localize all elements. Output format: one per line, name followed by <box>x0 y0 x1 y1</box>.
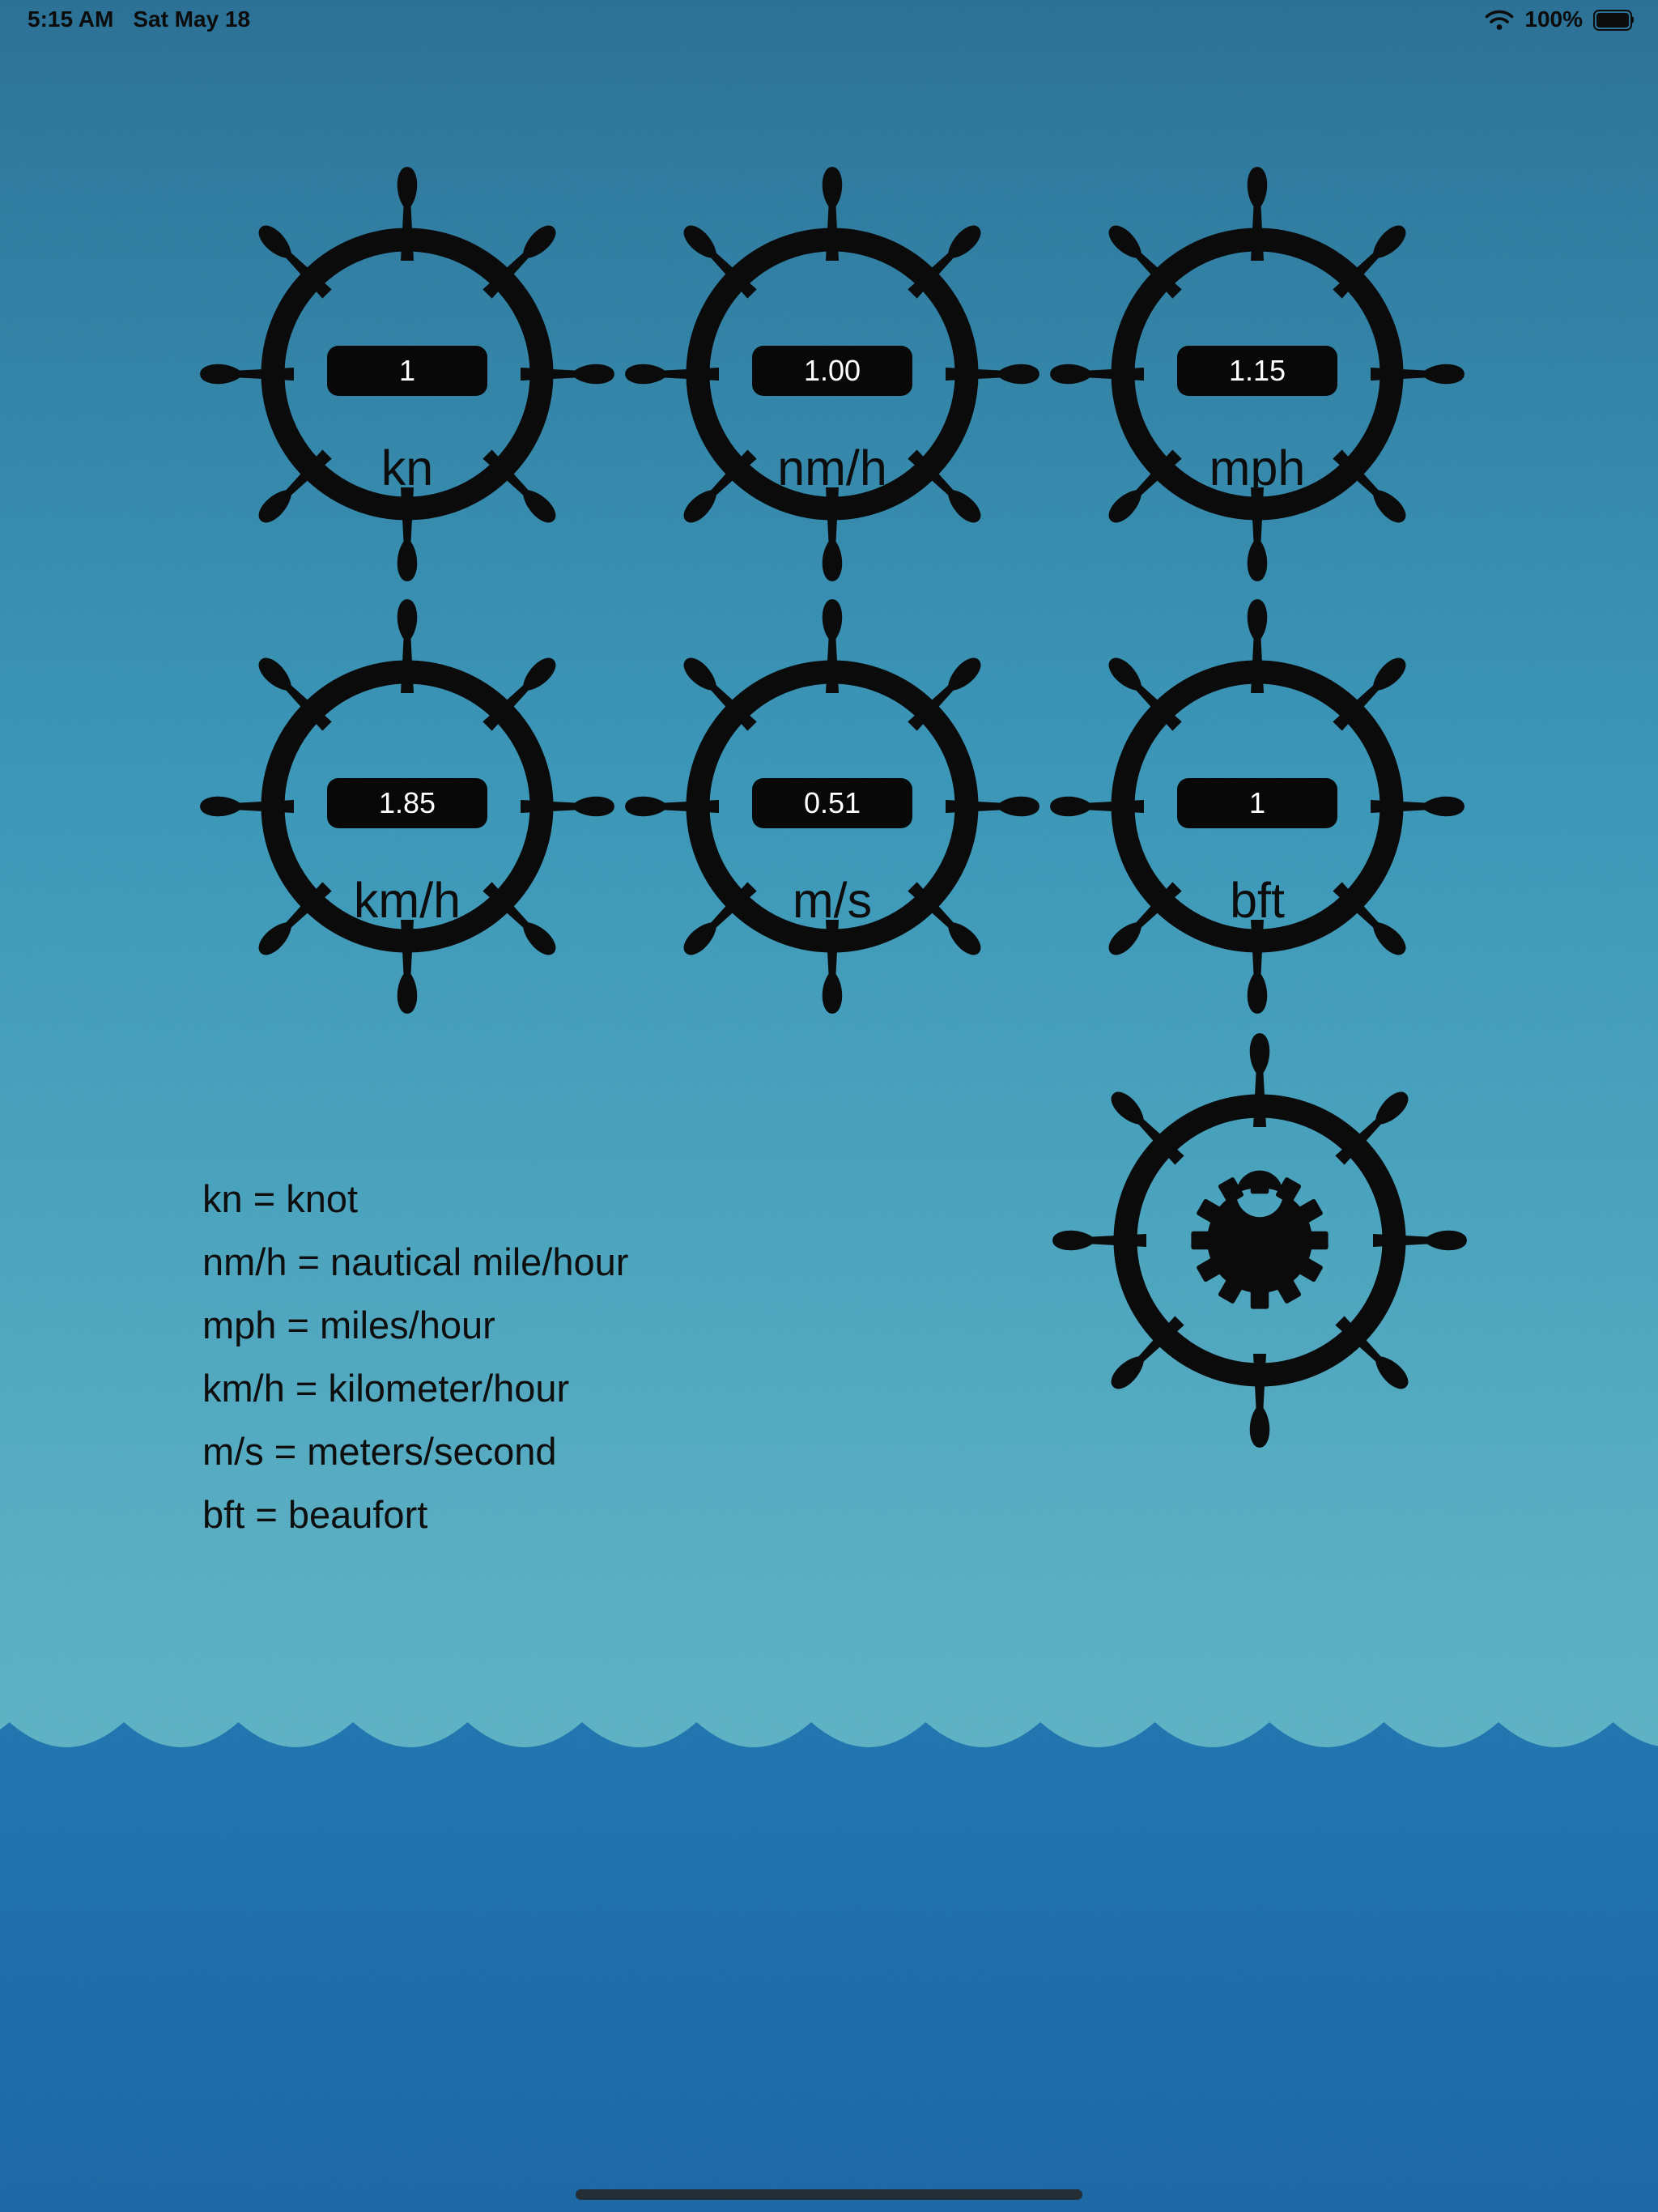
legend-line-mph: mph = miles/hour <box>202 1304 495 1346</box>
battery-percent: 100% <box>1524 6 1583 32</box>
legend-line-bft: bft = beaufort <box>202 1493 428 1536</box>
kmh-value-input[interactable] <box>327 778 487 828</box>
gear-icon <box>1187 1168 1333 1313</box>
sea-background <box>0 1721 1658 2212</box>
settings-wheel-button[interactable] <box>1052 1032 1468 1448</box>
wheel-kn <box>199 166 615 582</box>
status-right <box>1485 6 1634 32</box>
legend-line-kmh: km/h = kilometer/hour <box>202 1367 570 1410</box>
bft-unit-label: bft <box>1230 873 1285 928</box>
ms-value-input[interactable] <box>752 778 912 828</box>
wheel-nmh <box>624 166 1040 582</box>
legend-line-nmh: nm/h = nautical mile/hour <box>202 1240 629 1283</box>
kmh-unit-label: km/h <box>353 873 461 928</box>
battery-full-icon <box>1593 10 1634 29</box>
status-date: Sat May 18 <box>133 6 251 32</box>
status-bar <box>0 0 1658 36</box>
kn-unit-label: kn <box>380 440 434 496</box>
home-indicator[interactable] <box>576 2189 1082 2200</box>
wheel-ms <box>624 598 1040 1015</box>
kn-value-input[interactable] <box>327 346 487 396</box>
ms-unit-label: m/s <box>792 873 873 928</box>
wave-edge <box>0 1716 1658 1757</box>
wheel-bft <box>1049 598 1465 1015</box>
legend <box>202 1168 931 1546</box>
nmh-value-input[interactable] <box>752 346 912 396</box>
mph-unit-label: mph <box>1209 440 1306 496</box>
nmh-unit-label: nm/h <box>777 440 887 496</box>
bft-value-input[interactable] <box>1177 778 1337 828</box>
wheel-mph <box>1049 166 1465 582</box>
wifi-icon <box>1485 9 1514 31</box>
legend-line-ms: m/s = meters/second <box>202 1430 557 1473</box>
wheel-kmh <box>199 598 615 1015</box>
mph-value-input[interactable] <box>1177 346 1337 396</box>
legend-line-kn: kn = knot <box>202 1177 359 1220</box>
status-left <box>28 6 250 32</box>
status-time: 5:15 AM <box>28 6 114 32</box>
